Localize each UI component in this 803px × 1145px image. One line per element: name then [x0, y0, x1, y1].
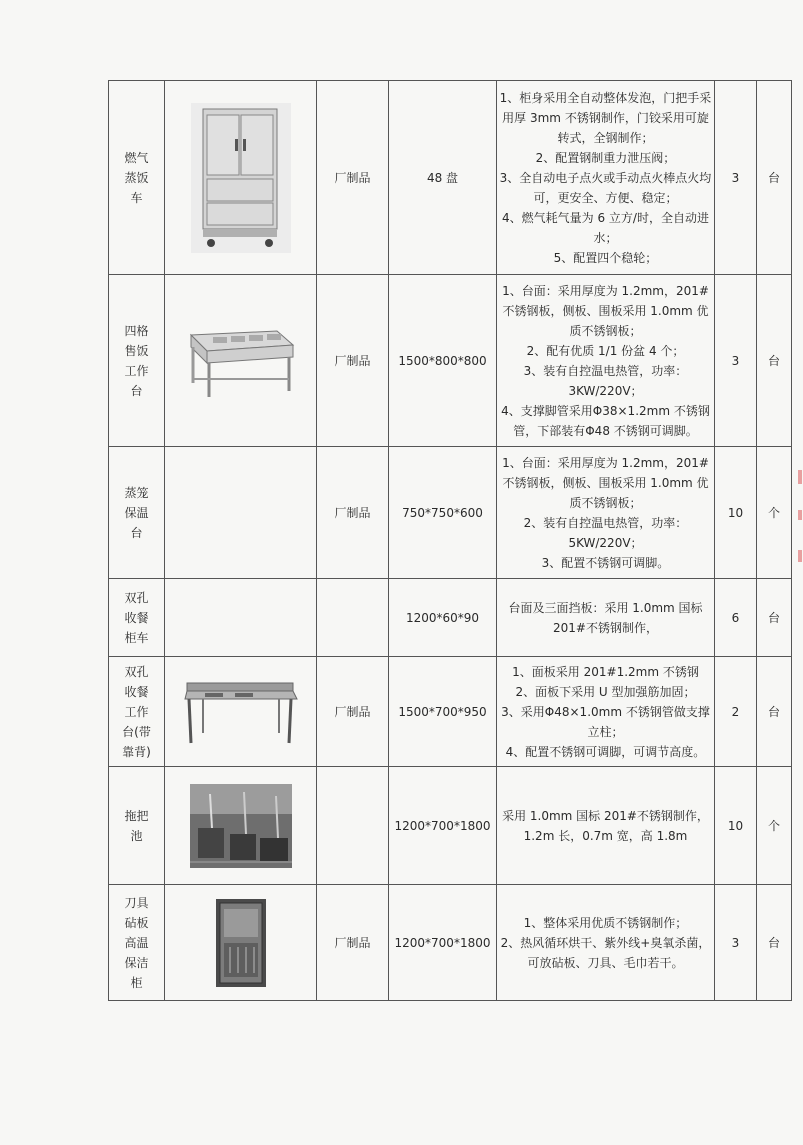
unit-cell: 台 [757, 579, 792, 657]
product-image-empty [165, 447, 317, 579]
item-name: 拖把 池 [109, 767, 165, 885]
unit-cell: 台 [757, 657, 792, 767]
spec-cell: 1200*700*1800 [389, 767, 497, 885]
description-cell: 1、台面：采用厚度为 1.2mm，201#不锈钢板，侧板、围板采用 1.0mm 优质不锈钢板； 2、配有优质 1/1 份盆 4 个； 3、装有自控温电热管，功率：3KW/220V； 4、支撑脚管采用Φ38×1.2mm 不锈钢管，下部装有Φ48 不锈钢可调脚。 [497, 275, 715, 447]
knife-board-sterilizer-cabinet-photo [216, 899, 266, 987]
unit-cell: 台 [757, 81, 792, 275]
quantity-cell: 10 [715, 767, 757, 885]
product-image-empty [165, 579, 317, 657]
table-row [109, 767, 792, 885]
item-name: 蒸笼 保温 台 [109, 447, 165, 579]
product-image [165, 81, 317, 275]
quantity-cell: 3 [715, 885, 757, 1001]
item-name: 双孔 收餐 柜车 [109, 579, 165, 657]
product-image [165, 657, 317, 767]
source-cell [317, 767, 389, 885]
table-row [109, 81, 792, 275]
quantity-cell: 3 [715, 81, 757, 275]
source-cell: 厂制品 [317, 447, 389, 579]
red-stamp-edge-mark [797, 470, 803, 590]
unit-cell: 台 [757, 885, 792, 1001]
unit-cell: 个 [757, 767, 792, 885]
mop-sink-photo [190, 784, 292, 868]
table-row [109, 447, 792, 579]
spec-cell: 1200*700*1800 [389, 885, 497, 1001]
description-cell: 1、柜身采用全自动整体发泡，门把手采用厚 3mm 不锈钢制作，门铰采用可旋转式，全钢制作； 2、配置钢制重力泄压阀； 3、全自动电子点火或手动点火棒点火均可，更安全、方便、稳定； 4、燃气耗气量为 6 立方/时，全自动进水； 5、配置四个稳轮； [497, 81, 715, 275]
product-image [165, 767, 317, 885]
description-cell: 1、整体采用优质不锈钢制作； 2、热风循环烘干、紫外线+臭氧杀菌，可放砧板、刀具、毛巾若干。 [497, 885, 715, 1001]
item-name: 双孔 收餐 工作 台(带 靠背) [109, 657, 165, 767]
quantity-cell: 10 [715, 447, 757, 579]
item-name: 刀具 砧板 高温 保洁 柜 [109, 885, 165, 1001]
equipment-spec-table [108, 80, 792, 1001]
source-cell: 厂制品 [317, 657, 389, 767]
table-row [109, 579, 792, 657]
quantity-cell: 6 [715, 579, 757, 657]
table-row [109, 275, 792, 447]
unit-cell: 个 [757, 447, 792, 579]
table-row [109, 885, 792, 1001]
quantity-cell: 3 [715, 275, 757, 447]
spec-cell: 1500*700*950 [389, 657, 497, 767]
source-cell: 厂制品 [317, 81, 389, 275]
description-cell: 1、面板采用 201#1.2mm 不锈钢 2、面板下采用 U 型加强筋加固； 3、采用Φ48×1.0mm 不锈钢管做支撑立柱； 4、配置不锈钢可调脚，可调节高度。 [497, 657, 715, 767]
product-image [165, 885, 317, 1001]
source-cell: 厂制品 [317, 275, 389, 447]
double-hole-collection-table-photo [183, 679, 299, 745]
spec-cell: 1200*60*90 [389, 579, 497, 657]
spec-cell: 1500*800*800 [389, 275, 497, 447]
unit-cell: 台 [757, 275, 792, 447]
description-cell: 采用 1.0mm 国标 201#不锈钢制作，1.2m 长，0.7m 宽，高 1.8m [497, 767, 715, 885]
source-cell [317, 579, 389, 657]
rice-steamer-cabinet-photo [191, 103, 291, 253]
item-name: 燃气 蒸饭 车 [109, 81, 165, 275]
spec-cell: 48 盘 [389, 81, 497, 275]
quantity-cell: 2 [715, 657, 757, 767]
four-grid-serving-counter-photo [185, 321, 297, 401]
source-cell: 厂制品 [317, 885, 389, 1001]
product-image [165, 275, 317, 447]
spec-cell: 750*750*600 [389, 447, 497, 579]
item-name: 四格 售饭 工作 台 [109, 275, 165, 447]
description-cell: 台面及三面挡板：采用 1.0mm 国标 201#不锈钢制作， [497, 579, 715, 657]
table-row [109, 657, 792, 767]
description-cell: 1、台面：采用厚度为 1.2mm，201#不锈钢板，侧板、围板采用 1.0mm 优质不锈钢板； 2、装有自控温电热管，功率：5KW/220V； 3、配置不锈钢可调脚。 [497, 447, 715, 579]
